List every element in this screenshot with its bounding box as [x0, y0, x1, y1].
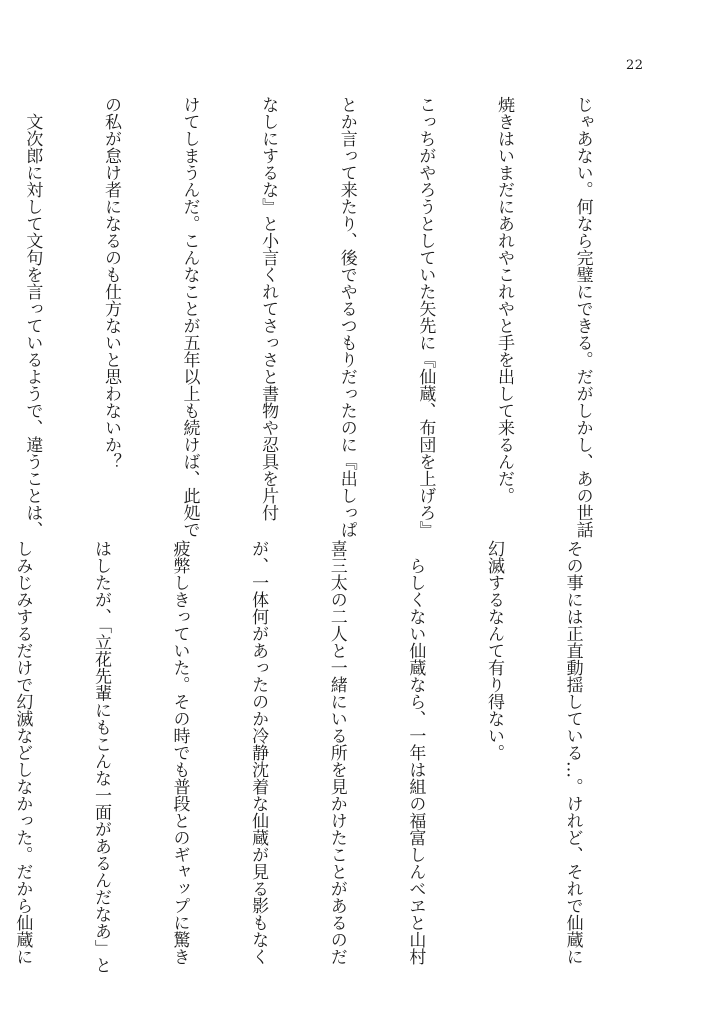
body-text-lower-block [12, 540, 638, 974]
text-line: 焼きはいまだにあれやこれやと手を出して来るんだ。 [493, 96, 514, 504]
text-line: しみじみするだけで幻滅などしなかった。だから仙蔵に [12, 540, 33, 965]
text-line: じゃあない。何なら完璧にできる。だがしかし、あの世話 [572, 96, 593, 538]
text-line: その事には正直動揺している…。けれど、それで仙蔵に [562, 540, 583, 965]
text-line: なしにするな』と小言くれてさっさと書物や忍具を片付 [258, 96, 279, 521]
page-number: 22 [626, 58, 644, 73]
text-line: らしくない仙蔵なら、一年は組の福富しんべヱと山村 [405, 540, 426, 965]
text-line: はしたが、「立花先輩にもこんな一面があるんだなあ」と [90, 540, 111, 974]
text-line: こっちがやろうとしていた矢先に『仙蔵、布団を上げろ』 [415, 96, 436, 538]
text-line: とか言って来たり、後でやるつもりだったのに『出しっぱ [336, 96, 357, 538]
text-line: 幻滅するなんて有り得ない。 [483, 540, 504, 761]
text-line: の私が怠け者になるのも仕方ないと思わないか？ [100, 96, 121, 470]
text-line: 文次郎に対して文句を言っているようで、違うことは、 [22, 96, 43, 538]
text-line: 喜三太の二人と一緒にいる所を見かけたことがあるのだ [326, 540, 347, 965]
text-line: が、一体何があったのか冷静沈着な仙蔵が見る影もなく [248, 540, 269, 965]
body-text-upper-block [22, 96, 648, 538]
text-line: 疲弊しきっていた。その時でも普段とのギャップに驚き [169, 540, 190, 965]
text-line: けてしまうんだ。こんなことが五年以上も続けば、此処で [179, 96, 200, 538]
